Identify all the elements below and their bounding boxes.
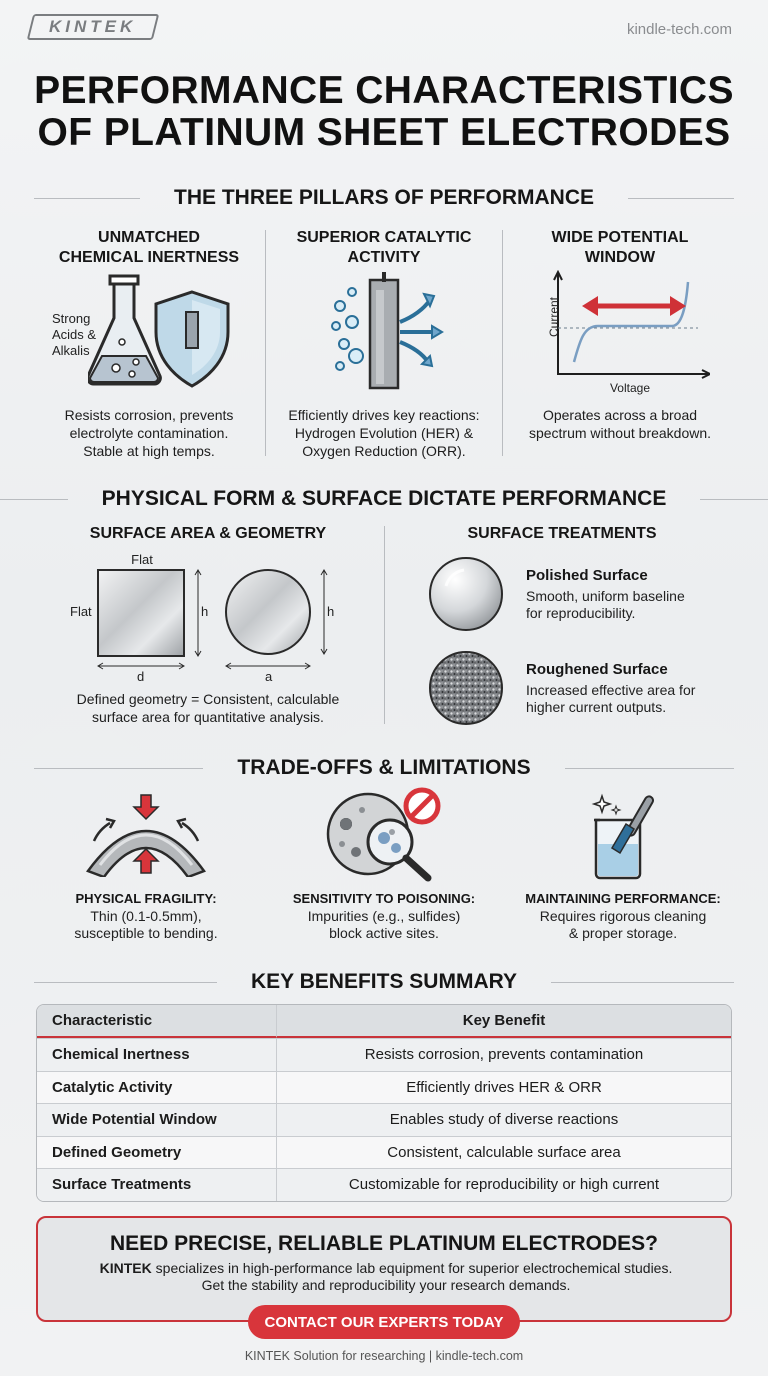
acids-alkalis-label: Strong Acids & Alkalis [52,311,97,358]
physical-heading: PHYSICAL FORM & SURFACE DICTATE PERFORMANCE [0,485,768,513]
poisoning-desc: Impurities (e.g., sulfides) block active sites. [307,908,461,941]
width-label-circle: a [265,669,273,684]
electrode-bubbles-icon [326,270,448,394]
table-cell: Customizable for reproducibility or high current [277,1168,731,1201]
pillar-title-inertness: UNMATCHED CHEMICAL INERTNESS [58,229,240,266]
footer: KINTEK Solution for researching | kindle-tech.com [244,1349,524,1363]
cta-brand: KINTEK [99,1260,152,1276]
pillar-title-catalytic: SUPERIOR CATALYTIC ACTIVITY [296,229,472,266]
table-header-row [37,1005,731,1038]
fragility-desc: Thin (0.1-0.5mm), susceptible to bending. [74,908,218,941]
table-cell: Wide Potential Window [37,1103,277,1136]
maintenance-desc: Requires rigorous cleaning & proper storage. [539,908,707,941]
flask-and-shield-icon [88,272,238,394]
poisoning-title: SENSITIVITY TO POISONING: [292,891,476,906]
geometry-shapes-icon [94,566,344,672]
table-cell: Efficiently drives HER & ORR [277,1071,731,1104]
flat-label-left: Flat [70,604,92,619]
pillars-heading: THE THREE PILLARS OF PERFORMANCE [0,184,768,212]
surface-area-title: SURFACE AREA & GEOMETRY [89,525,327,542]
surface-samples-icon [426,556,506,726]
kintek-logo[interactable]: KINTEK [27,14,159,40]
cta-title: NEED PRECISE, RELIABLE PLATINUM ELECTRODES? [110,1232,658,1255]
divider [384,526,385,724]
height-label-square: h [201,604,209,619]
bending-sheet-icon [80,793,212,877]
polished-surface-desc: Smooth, uniform baseline for reproducibility. [526,588,685,621]
y-axis-label: Current [547,297,561,338]
surface-area-desc: Defined geometry = Consistent, calculable surface area for quantitative analysis. [76,691,340,725]
table-row [37,1136,731,1169]
table-row [37,1071,731,1104]
column-header: Characteristic [37,1005,277,1038]
table-cell: Surface Treatments [37,1168,277,1201]
pillar-desc-potential-window: Operates across a broad spectrum without breakdown. [528,407,712,441]
table-row [37,1038,731,1071]
polished-surface-title: Polished Surface [526,567,648,584]
roughened-surface-desc: Increased effective area for higher current outputs. [526,682,696,715]
table-row [37,1103,731,1136]
table-cell: Enables study of diverse reactions [277,1103,731,1136]
surface-treatments-title: SURFACE TREATMENTS [467,525,657,542]
contact-experts-button[interactable]: CONTACT OUR EXPERTS TODAY [248,1305,520,1339]
page-title: PERFORMANCE CHARACTERISTICS OF PLATINUM SHEET ELECTRODES [34,69,734,154]
height-label-circle: h [327,604,335,619]
x-axis-label: Voltage [609,381,651,395]
table-row [37,1168,731,1201]
pillar-title-potential-window: WIDE POTENTIAL WINDOW [551,229,689,266]
table-cell: Consistent, calculable surface area [277,1136,731,1169]
beaker-brush-icon [590,790,670,882]
maintenance-title: MAINTAINING PERFORMANCE: [525,891,721,906]
site-url[interactable]: kindle-tech.com [626,21,732,38]
benefits-table [36,1004,732,1202]
magnifier-poisoning-icon [326,786,446,886]
flat-label-top: Flat [131,552,153,567]
summary-heading: KEY BENEFITS SUMMARY [0,968,768,996]
pillar-desc-catalytic: Efficiently drives key reactions: Hydrogen Evolution (HER) & Oxygen Reduction (ORR). [288,407,480,459]
tradeoffs-heading: TRADE-OFFS & LIMITATIONS [0,754,768,782]
table-cell: Chemical Inertness [37,1038,277,1071]
divider [502,230,503,456]
fragility-title: PHYSICAL FRAGILITY: [75,891,217,906]
table-cell: Catalytic Activity [37,1071,277,1104]
current-voltage-plot-icon [538,270,710,382]
roughened-surface-title: Roughened Surface [526,661,668,678]
divider [265,230,266,456]
pillar-desc-inertness: Resists corrosion, prevents electrolyte contamination. Stable at high temps. [64,407,234,459]
cta-text: KINTEK specializes in high-performance lab equipment for superior electrochemical studies. Get the stability and reproducibility your research demands. [99,1260,673,1293]
column-header: Key Benefit [277,1005,731,1038]
table-cell: Defined Geometry [37,1136,277,1169]
width-label-square: d [137,669,145,684]
table-cell: Resists corrosion, prevents contamination [277,1038,731,1071]
